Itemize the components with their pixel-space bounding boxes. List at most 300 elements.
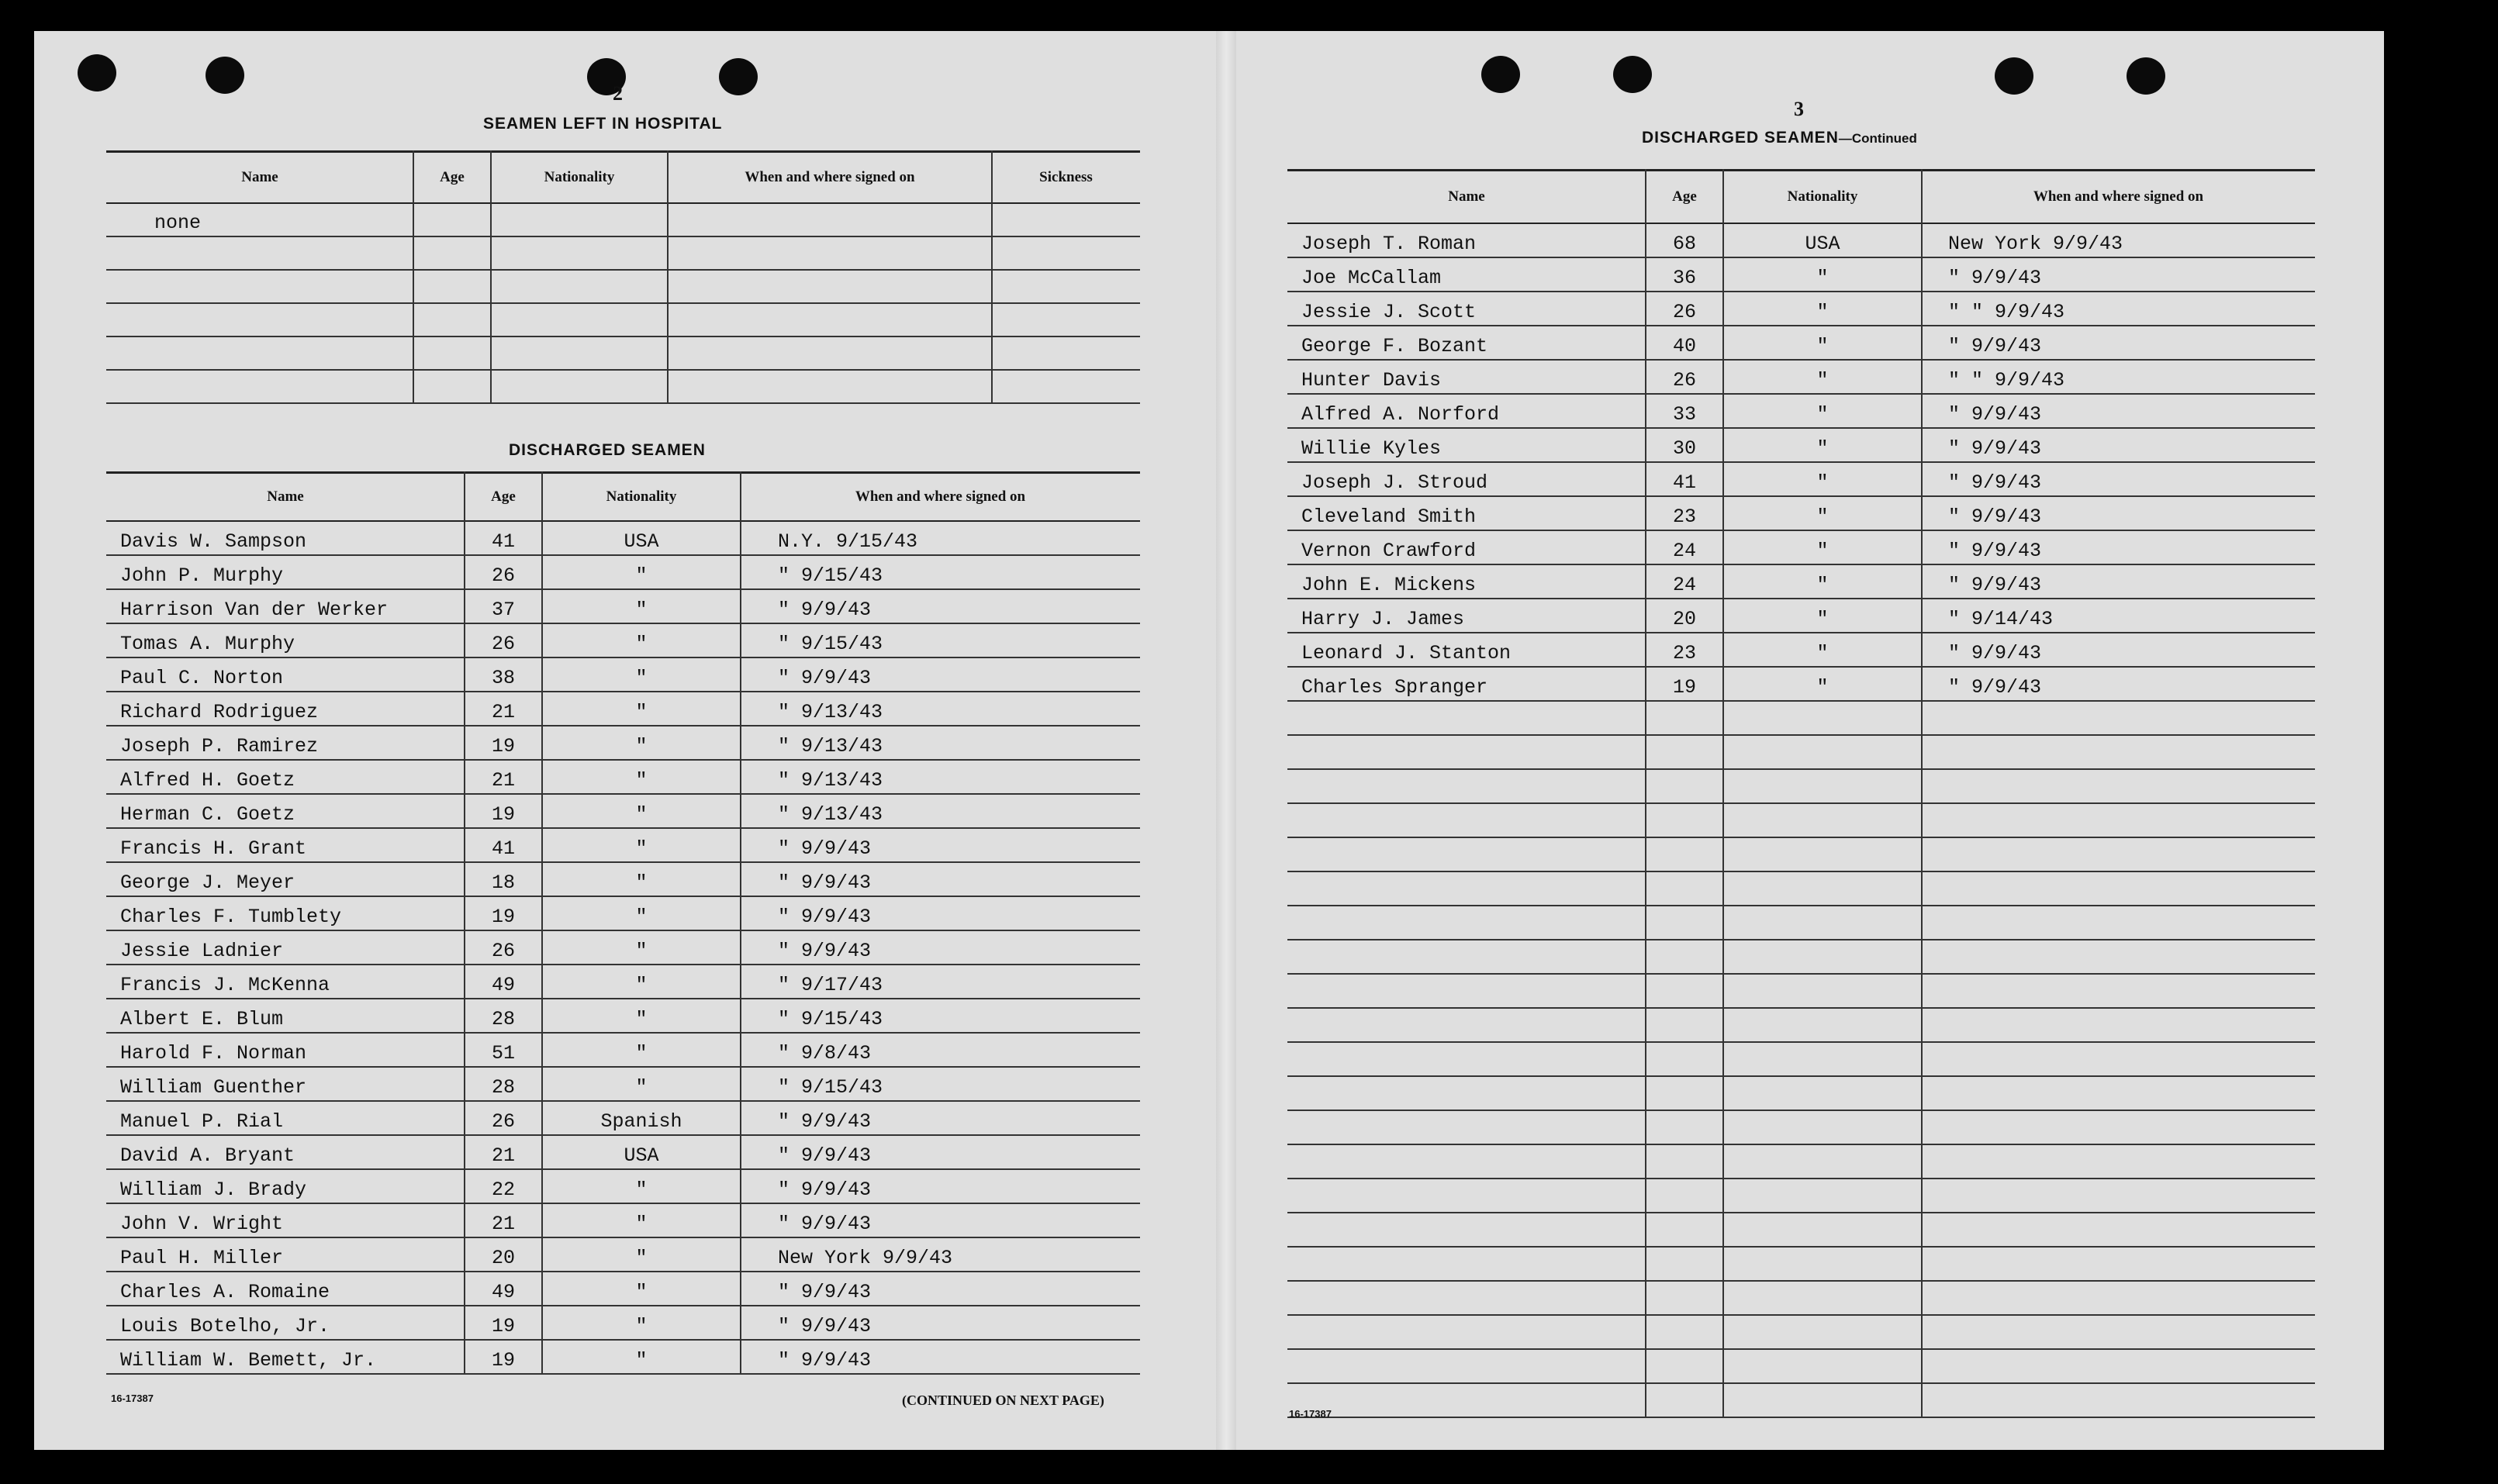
table-cell — [1723, 1009, 1922, 1041]
table-cell: " — [1816, 267, 1829, 289]
discharged-table — [106, 471, 1140, 1375]
continued-note: (CONTINUED ON NEXT PAGE) — [902, 1393, 1104, 1408]
table-cell: " — [635, 906, 648, 928]
table-cell — [1287, 1077, 1646, 1110]
table-cell: Albert E. Blum — [120, 1008, 284, 1030]
table-cell — [1723, 872, 1922, 905]
table-cell — [491, 237, 668, 269]
table-cell: Joseph J. Stroud — [1301, 471, 1488, 494]
table-cell: " 9/9/43 — [778, 1213, 872, 1235]
table-cell: " — [1816, 506, 1829, 528]
table-cell — [1287, 872, 1646, 905]
table-cell: Vernon Crawford — [1301, 540, 1477, 562]
punch-hole — [206, 57, 244, 94]
table-cell: Jessie J. Scott — [1301, 301, 1477, 323]
table-cell — [1646, 1111, 1723, 1144]
table-cell — [491, 271, 668, 302]
table-cell: Harry J. James — [1301, 608, 1465, 630]
table-row — [1287, 1248, 2315, 1282]
table-cell: " 9/9/43 — [778, 1315, 872, 1337]
table-cell: " — [635, 1076, 648, 1099]
table-cell — [1922, 906, 2315, 939]
table-cell: 21 — [491, 1213, 515, 1235]
table-cell — [1646, 1384, 1723, 1417]
table-cell — [992, 237, 1140, 269]
table-cell: 24 — [1672, 540, 1696, 562]
table-cell: " 9/9/43 — [1948, 676, 2042, 699]
table-row — [1287, 258, 2315, 292]
table-cell — [1287, 736, 1646, 768]
table-cell — [1723, 1350, 1922, 1382]
table-cell — [1723, 1384, 1922, 1417]
table-cell — [1922, 838, 2315, 871]
table-row — [106, 1204, 1140, 1238]
table-cell — [1646, 1350, 1723, 1382]
table-cell: " 9/9/43 — [1948, 574, 2042, 596]
table-cell — [1646, 1282, 1723, 1314]
table-row — [106, 556, 1140, 590]
table-row — [106, 829, 1140, 863]
table-cell: Richard Rodriguez — [120, 701, 319, 723]
table-cell: " — [635, 1008, 648, 1030]
table-row — [106, 795, 1140, 829]
table-cell: 41 — [491, 530, 515, 553]
column-header: Age — [491, 488, 516, 505]
table-cell — [1287, 975, 1646, 1007]
table-cell — [1723, 1043, 1922, 1075]
table-cell: " 9/9/43 — [778, 1144, 872, 1167]
table-cell: " 9/9/43 — [1948, 403, 2042, 426]
table-row — [1287, 1111, 2315, 1145]
form-number: 16-17387 — [111, 1393, 154, 1404]
column-divider — [991, 150, 993, 404]
table-row — [1287, 975, 2315, 1009]
table-cell: " — [635, 974, 648, 996]
table-row — [106, 624, 1140, 658]
table-cell — [1287, 804, 1646, 837]
table-cell — [1646, 736, 1723, 768]
table-cell: " — [1816, 676, 1829, 699]
table-cell — [1646, 975, 1723, 1007]
table-cell: 49 — [491, 974, 515, 996]
column-header: When and where signed on — [855, 488, 1026, 505]
table-cell — [1723, 1077, 1922, 1110]
table-cell — [1646, 1043, 1723, 1075]
table-cell: " 9/15/43 — [778, 564, 883, 587]
table-cell: 26 — [1672, 369, 1696, 392]
table-cell — [106, 237, 413, 269]
table-cell: " — [1816, 301, 1829, 323]
table-cell: " — [635, 735, 648, 758]
table-cell: William J. Brady — [120, 1179, 307, 1201]
table-row — [106, 761, 1140, 795]
table-cell — [1723, 1179, 1922, 1212]
table-cell: " " 9/9/43 — [1948, 301, 2065, 323]
table-cell — [1723, 1248, 1922, 1280]
discharged-continued-title — [1642, 129, 1917, 147]
table-cell: " 9/9/43 — [1948, 267, 2042, 289]
table-cell — [1723, 804, 1922, 837]
table-cell: " 9/9/43 — [1948, 437, 2042, 460]
table-cell — [1723, 702, 1922, 734]
table-cell: 37 — [491, 599, 515, 621]
punch-hole — [1613, 56, 1652, 93]
table-cell — [1922, 872, 2315, 905]
table-cell: Joseph P. Ramirez — [120, 735, 319, 758]
table-cell — [1287, 1145, 1646, 1178]
table-row — [106, 863, 1140, 897]
table-cell: 26 — [491, 940, 515, 962]
column-header: Name — [241, 169, 278, 185]
table-cell — [413, 304, 491, 336]
table-cell: USA — [624, 530, 659, 553]
table-cell: " 9/13/43 — [778, 803, 883, 826]
table-cell — [1723, 906, 1922, 939]
table-cell: Tomas A. Murphy — [120, 633, 295, 655]
table-cell: Joseph T. Roman — [1301, 233, 1477, 255]
table-cell: " 9/9/43 — [778, 940, 872, 962]
table-cell — [668, 371, 992, 402]
table-cell — [992, 371, 1140, 402]
column-header: Name — [267, 488, 304, 505]
table-cell: 26 — [491, 564, 515, 587]
table-cell — [668, 237, 992, 269]
table-row — [106, 692, 1140, 726]
table-cell: " — [1816, 471, 1829, 494]
table-row — [106, 1272, 1140, 1306]
table-row — [1287, 838, 2315, 872]
table-cell: " 9/9/43 — [778, 1349, 872, 1372]
table-cell: " — [1816, 403, 1829, 426]
table-cell — [1287, 1213, 1646, 1246]
column-header: When and where signed on — [745, 169, 915, 185]
table-cell: " 9/9/43 — [1948, 540, 2042, 562]
table-cell: " 9/9/43 — [1948, 335, 2042, 357]
table-cell: " 9/15/43 — [778, 633, 883, 655]
table-cell: 36 — [1672, 267, 1696, 289]
table-cell: New York 9/9/43 — [1948, 233, 2123, 255]
table-cell: 18 — [491, 871, 515, 894]
table-cell — [1646, 1316, 1723, 1348]
table-cell: 41 — [491, 837, 515, 860]
table-row — [1287, 395, 2315, 429]
table-row — [106, 1341, 1140, 1375]
table-cell: 41 — [1672, 471, 1696, 494]
table-row — [106, 590, 1140, 624]
table-cell — [1646, 1179, 1723, 1212]
table-cell — [1922, 702, 2315, 734]
table-cell — [491, 371, 668, 402]
table-cell: " — [1816, 335, 1829, 357]
table-cell: Spanish — [600, 1110, 682, 1133]
table-cell: 22 — [491, 1179, 515, 1201]
table-row — [106, 1102, 1140, 1136]
table-cell — [1723, 1213, 1922, 1246]
table-cell: " — [1816, 437, 1829, 460]
table-row — [1287, 224, 2315, 258]
table-cell — [668, 271, 992, 302]
table-cell: John V. Wright — [120, 1213, 284, 1235]
table-cell — [1287, 702, 1646, 734]
table-cell — [1646, 1077, 1723, 1110]
table-cell — [992, 271, 1140, 302]
table-cell — [106, 337, 413, 369]
table-row — [1287, 1316, 2315, 1350]
table-cell: Louis Botelho, Jr. — [120, 1315, 330, 1337]
column-header: Sickness — [1039, 169, 1093, 185]
table-row — [106, 271, 1140, 304]
table-cell: " 9/9/43 — [778, 837, 872, 860]
table-cell: 28 — [491, 1076, 515, 1099]
table-row — [106, 999, 1140, 1034]
table-cell — [413, 271, 491, 302]
table-cell: 20 — [491, 1247, 515, 1269]
table-row — [1287, 326, 2315, 361]
table-cell — [1922, 1384, 2315, 1417]
table-cell: Charles F. Tumblety — [120, 906, 342, 928]
column-header: When and where signed on — [2033, 188, 2204, 205]
hospital-title: SEAMEN LEFT IN HOSPITAL — [483, 115, 723, 133]
table-cell: " — [635, 599, 648, 621]
table-cell: 49 — [491, 1281, 515, 1303]
table-cell: New York 9/9/43 — [778, 1247, 953, 1269]
table-cell: " 9/9/43 — [778, 667, 872, 689]
table-row — [1287, 429, 2315, 463]
table-cell: " " 9/9/43 — [1948, 369, 2065, 392]
table-cell: " 9/9/43 — [1948, 642, 2042, 664]
table-row — [106, 337, 1140, 371]
table-cell: " 9/9/43 — [778, 1110, 872, 1133]
punch-hole — [1995, 57, 2033, 95]
table-row — [106, 237, 1140, 271]
table-cell: " — [635, 1179, 648, 1201]
table-row — [1287, 565, 2315, 599]
table-cell: USA — [1805, 233, 1840, 255]
table-cell — [1287, 1043, 1646, 1075]
column-header: Nationality — [544, 169, 615, 185]
table-cell — [1287, 1009, 1646, 1041]
table-row — [1287, 668, 2315, 702]
form-number: 16-17387 — [1289, 1408, 1332, 1420]
table-row — [1287, 940, 2315, 975]
table-row — [1287, 633, 2315, 668]
table-cell: none — [154, 212, 202, 234]
table-row — [1287, 531, 2315, 565]
table-cell — [1922, 1145, 2315, 1178]
page-number: 2 — [613, 82, 623, 105]
table-cell: " — [635, 940, 648, 962]
table-row — [106, 965, 1140, 999]
table-cell: " 9/13/43 — [778, 769, 883, 792]
table-cell: 30 — [1672, 437, 1696, 460]
table-cell — [413, 371, 491, 402]
table-cell: Alfred A. Norford — [1301, 403, 1500, 426]
table-cell — [992, 304, 1140, 336]
table-cell: 21 — [491, 769, 515, 792]
table-cell — [1922, 736, 2315, 768]
table-cell: " — [635, 701, 648, 723]
table-cell: " — [635, 1281, 648, 1303]
table-cell: " — [635, 769, 648, 792]
table-header — [106, 150, 1140, 204]
table-cell: " 9/9/43 — [1948, 471, 2042, 494]
table-cell — [1723, 940, 1922, 973]
table-cell: Manuel P. Rial — [120, 1110, 284, 1133]
table-cell: Charles Spranger — [1301, 676, 1488, 699]
table-cell: " 9/9/43 — [1948, 506, 2042, 528]
table-cell — [1922, 1009, 2315, 1041]
table-cell — [413, 204, 491, 236]
table-cell: " — [1816, 369, 1829, 392]
table-cell: " — [635, 871, 648, 894]
column-header: Name — [1448, 188, 1485, 205]
table-cell — [1922, 1111, 2315, 1144]
table-cell: 19 — [491, 1315, 515, 1337]
table-cell — [1646, 770, 1723, 802]
punch-hole — [78, 54, 116, 91]
table-cell — [1287, 770, 1646, 802]
table-cell: John E. Mickens — [1301, 574, 1477, 596]
table-cell — [1922, 1179, 2315, 1212]
table-row — [106, 1170, 1140, 1204]
table-cell — [1287, 940, 1646, 973]
table-cell — [1922, 1077, 2315, 1110]
table-cell: " 9/9/43 — [778, 906, 872, 928]
table-row — [106, 1068, 1140, 1102]
table-cell: 24 — [1672, 574, 1696, 596]
table-cell: Harrison Van der Werker — [120, 599, 389, 621]
table-cell: 33 — [1672, 403, 1696, 426]
column-header: Age — [440, 169, 465, 185]
table-cell — [1723, 1145, 1922, 1178]
table-cell: " — [1816, 642, 1829, 664]
table-cell: " 9/9/43 — [778, 871, 872, 894]
column-divider — [667, 150, 669, 404]
table-cell: " 9/15/43 — [778, 1008, 883, 1030]
table-cell: David A. Bryant — [120, 1144, 295, 1167]
table-cell: 19 — [1672, 676, 1696, 699]
table-cell: " — [635, 564, 648, 587]
table-cell — [413, 237, 491, 269]
table-cell: " — [635, 1247, 648, 1269]
table-cell: " — [1816, 540, 1829, 562]
column-header: Nationality — [1787, 188, 1858, 205]
table-cell: Joe McCallam — [1301, 267, 1442, 289]
table-cell — [1287, 1350, 1646, 1382]
table-cell — [106, 304, 413, 336]
column-divider — [490, 150, 492, 404]
table-row — [1287, 1213, 2315, 1248]
table-cell: 51 — [491, 1042, 515, 1065]
table-cell: " 9/9/43 — [778, 1179, 872, 1201]
column-divider — [541, 471, 543, 1375]
table-header — [1287, 169, 2315, 224]
table-row — [1287, 497, 2315, 531]
table-cell — [1646, 702, 1723, 734]
table-cell: Harold F. Norman — [120, 1042, 307, 1065]
table-row — [1287, 702, 2315, 736]
table-cell — [1287, 1111, 1646, 1144]
table-cell: 21 — [491, 1144, 515, 1167]
table-cell: " 9/14/43 — [1948, 608, 2054, 630]
table-row — [106, 658, 1140, 692]
column-divider — [413, 150, 414, 404]
table-cell — [1723, 838, 1922, 871]
column-header: Nationality — [606, 488, 677, 505]
table-row — [106, 1238, 1140, 1272]
discharged-continued-table — [1287, 169, 2315, 1418]
table-row — [1287, 463, 2315, 497]
table-row — [106, 897, 1140, 931]
table-cell — [1723, 770, 1922, 802]
table-cell — [491, 337, 668, 369]
table-cell: 23 — [1672, 506, 1696, 528]
table-row — [106, 304, 1140, 337]
table-row — [1287, 1077, 2315, 1111]
title-main: DISCHARGED SEAMEN — [1642, 129, 1839, 147]
table-row — [1287, 906, 2315, 940]
table-cell: William W. Bemett, Jr. — [120, 1349, 377, 1372]
table-cell: " 9/13/43 — [778, 701, 883, 723]
table-row — [106, 1034, 1140, 1068]
table-cell: " 9/9/43 — [778, 599, 872, 621]
table-cell: " — [635, 803, 648, 826]
table-row — [1287, 1145, 2315, 1179]
table-cell — [1922, 1213, 2315, 1246]
table-cell: George F. Bozant — [1301, 335, 1488, 357]
table-cell: " 9/9/43 — [778, 1281, 872, 1303]
table-row — [106, 522, 1140, 556]
table-cell — [1922, 1282, 2315, 1314]
table-cell — [1922, 940, 2315, 973]
table-cell — [1922, 1350, 2315, 1382]
column-divider — [740, 471, 741, 1375]
column-header: Age — [1672, 188, 1697, 205]
table-cell: 26 — [491, 1110, 515, 1133]
table-cell — [106, 371, 413, 402]
table-cell — [1646, 1145, 1723, 1178]
table-row — [1287, 1009, 2315, 1043]
table-row — [106, 931, 1140, 965]
table-cell — [1287, 1316, 1646, 1348]
table-row — [106, 726, 1140, 761]
table-cell: 20 — [1672, 608, 1696, 630]
table-cell — [1922, 1248, 2315, 1280]
table-cell: 28 — [491, 1008, 515, 1030]
table-cell — [1723, 1282, 1922, 1314]
table-row — [1287, 1350, 2315, 1384]
table-cell: 19 — [491, 803, 515, 826]
table-cell: " 9/15/43 — [778, 1076, 883, 1099]
table-row — [1287, 770, 2315, 804]
column-divider — [1722, 169, 1724, 1418]
discharged-title: DISCHARGED SEAMEN — [509, 441, 706, 459]
table-cell: 26 — [491, 633, 515, 655]
table-cell — [1287, 1179, 1646, 1212]
table-cell: Hunter Davis — [1301, 369, 1442, 392]
table-header — [106, 471, 1140, 522]
table-cell: USA — [624, 1144, 659, 1167]
table-cell: Francis J. McKenna — [120, 974, 330, 996]
column-divider — [1645, 169, 1646, 1418]
page-fold — [1216, 31, 1236, 1450]
table-row — [106, 1136, 1140, 1170]
table-cell: " — [1816, 574, 1829, 596]
table-cell: " — [635, 1042, 648, 1065]
column-divider — [1921, 169, 1923, 1418]
table-row — [1287, 872, 2315, 906]
table-cell — [1723, 1111, 1922, 1144]
